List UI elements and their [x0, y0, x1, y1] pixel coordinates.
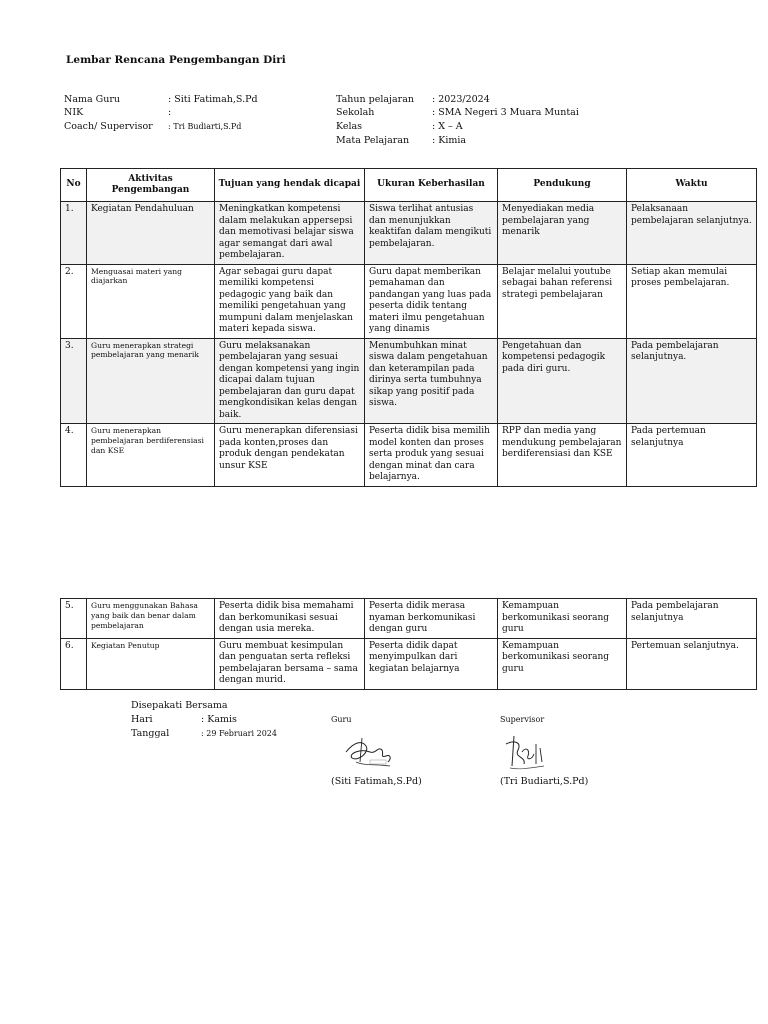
- header-ukuran: Ukuran Keberhasilan: [365, 169, 498, 202]
- table-row: [61, 599, 757, 639]
- cell-pendukung: Menyediakan media pembelajaran yang menarik: [498, 202, 627, 265]
- cell-aktivitas: Guru menerapkan pembelajaran berdiferensiasi dan KSE: [87, 424, 215, 487]
- info-label: Mata Pelajaran: [336, 135, 410, 146]
- header-tujuan: Tujuan yang hendak dicapai: [215, 169, 365, 202]
- info-label: Sekolah: [336, 107, 375, 118]
- cell-pendukung: Belajar melalui youtube sebagai bahan referensi strategi pembelajaran: [498, 264, 627, 338]
- signoff-hari-label: Hari: [131, 714, 153, 725]
- table-row: [61, 202, 757, 265]
- cell-pendukung: Pengetahuan dan kompetensi pedagogik pada diri guru.: [498, 338, 627, 424]
- info-value: : X – A: [432, 121, 463, 132]
- cell-aktivitas: Guru menerapkan strategi pembelajaran yang menarik: [87, 338, 215, 424]
- cell-no: 6.: [61, 638, 87, 689]
- cell-ukuran: Peserta didik merasa nyaman berkomunikasi dengan guru: [365, 599, 498, 639]
- cell-pendukung: Kemampuan berkomunikasi seorang guru: [498, 599, 627, 639]
- table-row: [61, 638, 757, 689]
- cell-waktu: Setiap akan memulai proses pembelajaran.: [627, 264, 757, 338]
- cell-aktivitas: Kegiatan Pendahuluan: [87, 202, 215, 265]
- info-value: : SMA Negeri 3 Muara Muntai: [432, 107, 579, 118]
- cell-aktivitas: Guru menggunakan Bahasa yang baik dan benar dalam pembelajaran: [87, 599, 215, 639]
- cell-ukuran: Siswa terlihat antusias dan menunjukkan keaktifan dalam mengikuti pembelajaran.: [365, 202, 498, 265]
- cell-waktu: Pelaksanaan pembelajaran selanjutnya.: [627, 202, 757, 265]
- header-waktu: Waktu: [627, 169, 757, 202]
- info-label: Kelas: [336, 121, 363, 132]
- cell-no: 1.: [61, 202, 87, 265]
- info-label: Tahun pelajaran: [336, 94, 414, 105]
- info-value: : 2023/2024: [432, 94, 490, 105]
- cell-waktu: Pertemuan selanjutnya.: [627, 638, 757, 689]
- info-label: Coach/ Supervisor: [64, 121, 153, 132]
- cell-tujuan: Guru membuat kesimpulan dan penguatan serta refleksi pembelajaran bersama – sama dengan murid.: [215, 638, 365, 689]
- info-value: : Tri Budiarti,S.Pd: [168, 122, 242, 131]
- table-row: [61, 264, 757, 338]
- cell-no: 3.: [61, 338, 87, 424]
- cell-aktivitas: Menguasai materi yang diajarkan: [87, 264, 215, 338]
- header-no: No: [61, 169, 87, 202]
- header-pendukung: Pendukung: [498, 169, 627, 202]
- cell-ukuran: Peserta didik bisa memilih model konten dan proses serta produk yang sesuai dengan minat dan cara belajarnya.: [365, 424, 498, 487]
- cell-pendukung: Kemampuan berkomunikasi seorang guru: [498, 638, 627, 689]
- development-plan-table: [60, 168, 757, 487]
- cell-waktu: Pada pembelajaran selanjutnya: [627, 599, 757, 639]
- signoff-guru-label: Guru: [331, 715, 352, 724]
- cell-tujuan: Guru menerapkan diferensiasi pada konten,proses dan produk dengan pendekatan unsur KSE: [215, 424, 365, 487]
- info-value: :: [168, 107, 172, 118]
- cell-tujuan: Guru melaksanakan pembelajaran yang sesuai dengan kompetensi yang ingin dicapai dalam tujuan pembelajaran dan guru dapat mengkondisikan kelas dengan baik.: [215, 338, 365, 424]
- table-row: [61, 338, 757, 424]
- signoff-tanggal-label: Tanggal: [131, 728, 170, 739]
- table-header-row: [61, 169, 757, 202]
- supervisor-name: (Tri Budiarti,S.Pd): [500, 776, 589, 787]
- signoff-hari-value: : Kamis: [201, 714, 237, 725]
- info-value: : Siti Fatimah,S.Pd: [168, 94, 258, 105]
- table-row: [61, 424, 757, 487]
- page-title: Lembar Rencana Pengembangan Diri: [66, 54, 286, 66]
- signoff-tanggal-value: : 29 Februari 2024: [201, 729, 277, 738]
- info-value: : Kimia: [432, 135, 467, 146]
- cell-ukuran: Guru dapat memberikan pemahaman dan pandangan yang luas pada peserta didik tentang materi ilmu pengetahuan yang dinamis: [365, 264, 498, 338]
- signoff-supervisor-label: Supervisor: [500, 715, 545, 724]
- guru-name: (Siti Fatimah,S.Pd): [331, 776, 422, 787]
- guru-signature: [340, 732, 400, 772]
- cell-ukuran: Peserta didik dapat menyimpulkan dari kegiatan belajarnya: [365, 638, 498, 689]
- cell-ukuran: Menumbuhkan minat siswa dalam pengetahuan dan keterampilan pada dirinya serta tumbuhnya sikap yang positif pada siswa.: [365, 338, 498, 424]
- cell-no: 5.: [61, 599, 87, 639]
- development-plan-table-continued: [60, 598, 757, 690]
- info-label: Nama Guru: [64, 94, 121, 105]
- info-label: NIK: [64, 107, 84, 118]
- cell-tujuan: Agar sebagai guru dapat memiliki kompetensi pedagogic yang baik dan memiliki pengetahuan yang mumpuni dalam menjelaskan materi kepada siswa.: [215, 264, 365, 338]
- cell-pendukung: RPP dan media yang mendukung pembelajaran berdiferensiasi dan KSE: [498, 424, 627, 487]
- supervisor-signature: [500, 730, 560, 774]
- header-aktivitas: Aktivitas Pengembangan: [87, 169, 215, 202]
- cell-waktu: Pada pertemuan selanjutnya: [627, 424, 757, 487]
- cell-no: 2.: [61, 264, 87, 338]
- cell-tujuan: Meningkatkan kompetensi dalam melakukan appersepsi dan memotivasi belajar siswa agar semangat dari awal pembelajaran.: [215, 202, 365, 265]
- cell-waktu: Pada pembelajaran selanjutnya.: [627, 338, 757, 424]
- cell-tujuan: Peserta didik bisa memahami dan berkomunikasi sesuai dengan usia mereka.: [215, 599, 365, 639]
- cell-no: 4.: [61, 424, 87, 487]
- signoff-heading: Disepakati Bersama: [131, 700, 228, 711]
- cell-aktivitas: Kegiatan Penutup: [87, 638, 215, 689]
